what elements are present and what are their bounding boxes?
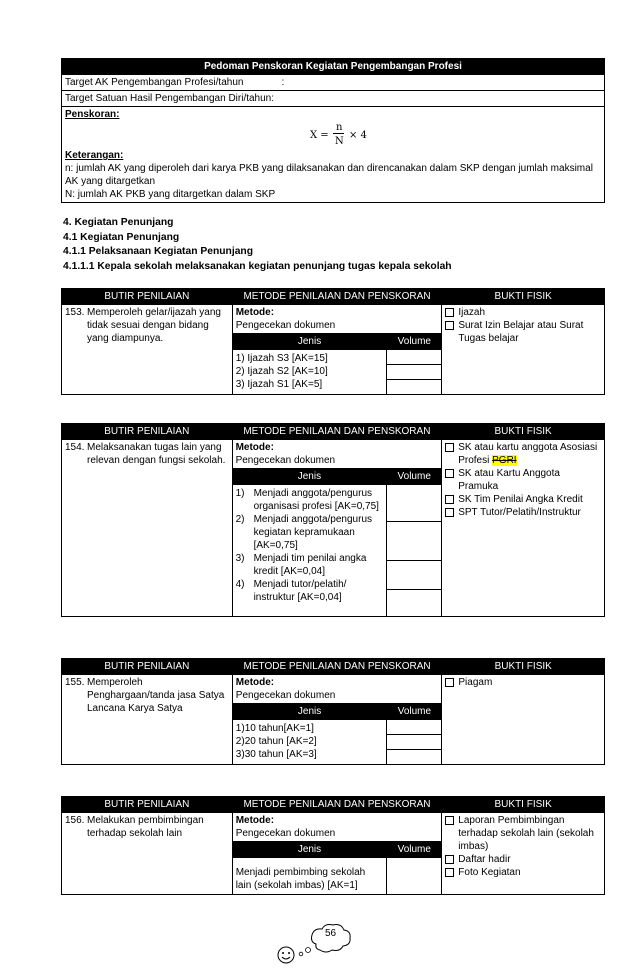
volume-header: Volume — [387, 842, 442, 858]
page-number: 56 — [325, 928, 337, 939]
header-butir: BUTIR PENILAIAN — [62, 289, 233, 305]
jenis-header: Jenis — [233, 842, 387, 858]
metode-value: Pengecekan dokumen — [235, 828, 336, 839]
list-item: 1)10 tahun[AK=1] — [235, 723, 314, 734]
butir-text: Melaksanakan tugas lain yang relevan dengan fungsi sekolah. — [87, 442, 226, 466]
pedoman-table — [61, 58, 605, 203]
list-item: 2) Ijazah S2 [AK=10] — [235, 366, 328, 377]
metode-value: Pengecekan dokumen — [235, 455, 336, 466]
pgri-highlight: PGRI — [492, 455, 517, 466]
heading-4-1-1: 4.1.1 Pelaksanaan Kegiatan Penunjang — [63, 246, 253, 257]
checkbox-item: Surat Izin Belajar atau Surat Tugas belajar — [445, 319, 601, 345]
jenis-header: Jenis — [233, 469, 387, 485]
jenis-list — [233, 350, 387, 395]
keterangan-label: Keterangan: — [65, 150, 124, 161]
header-butir: BUTIR PENILAIAN — [62, 797, 233, 813]
jenis-list — [233, 858, 387, 895]
checkbox-item: SK Tim Penilai Angka Kredit — [445, 493, 601, 506]
butir-table-155 — [61, 658, 605, 765]
butir-text: Melakukan pembimbingan terhadap sekolah lain — [87, 815, 204, 839]
header-butir: BUTIR PENILAIAN — [62, 659, 233, 675]
checkbox-item: SPT Tutor/Pelatih/Instruktur — [445, 506, 601, 519]
metode-cell — [232, 675, 442, 765]
metode-label: Metode: — [235, 677, 275, 688]
list-item: 3) Menjadi tim penilai angka kredit [AK=0,04] — [235, 553, 367, 577]
butir-cell: 153. Memperoleh gelar/ijazah yang tidak sesuai dengan bidang yang diampunya. — [62, 305, 233, 395]
checkbox-item: Piagam — [445, 676, 601, 689]
page-number-badge — [274, 918, 364, 966]
butir-text: Memperoleh gelar/ijazah yang tidak sesuai dengan bidang yang diampunya. — [87, 307, 221, 344]
jenis-header: Jenis — [233, 334, 387, 350]
metode-cell — [232, 305, 442, 395]
metode-value: Pengecekan dokumen — [235, 690, 336, 701]
bukti-cell — [442, 813, 605, 895]
jenis-header: Jenis — [233, 704, 387, 720]
header-metode: METODE PENILAIAN DAN PENSKORAN — [232, 289, 442, 305]
section-headings — [63, 216, 452, 274]
penskoran-label: Penskoran: — [65, 109, 120, 120]
header-bukti: BUKTI FISIK — [442, 797, 605, 813]
metode-cell — [232, 440, 442, 617]
metode-label: Metode: — [235, 442, 274, 453]
bukti-cell — [442, 440, 605, 617]
keterangan-text-1: n: jumlah AK yang diperoleh dari karya PKB yang dilaksanakan dan direncanakan dalam SKP dengan jumlah maksimal AK yang ditargetkan — [65, 163, 593, 187]
butir-cell: 154. Melaksanakan tugas lain yang relevan dengan fungsi sekolah. — [62, 440, 233, 617]
butir-cell: 155. Memperoleh Penghargaan/tanda jasa Satya Lancana Karya Satya — [62, 675, 233, 765]
list-item: 1) Menjadi anggota/pengurus organisasi profesi [AK=0,75] — [235, 488, 379, 512]
butir-table-156 — [61, 796, 605, 895]
checkbox-item: Foto Kegiatan — [445, 866, 601, 879]
bukti-cell — [442, 305, 605, 395]
volume-header: Volume — [387, 334, 442, 350]
checkbox-item: SK atau Kartu Anggota Pramuka — [445, 467, 601, 493]
header-metode: METODE PENILAIAN DAN PENSKORAN — [232, 797, 442, 813]
list-item: 2)20 tahun [AK=2] — [235, 736, 317, 747]
list-item: 3) Ijazah S1 [AK=5] — [235, 379, 323, 390]
checkbox-item: SK atau kartu anggota Asosiasi Profesi PGRI — [445, 441, 601, 467]
list-item: Menjadi pembimbing sekolah lain (sekolah imbas) [AK=1] — [235, 867, 366, 891]
heading-4: 4. Kegiatan Penunjang — [63, 217, 174, 228]
list-item: 3)30 tahun [AK=3] — [235, 749, 317, 760]
jenis-list — [233, 485, 387, 617]
volume-header: Volume — [387, 469, 442, 485]
heading-4-1-1-1: 4.1.1.1 Kepala sekolah melaksanakan kegiatan penunjang tugas kepala sekolah — [63, 260, 452, 272]
bukti-cell — [442, 675, 605, 765]
checkbox-item: Daftar hadir — [445, 853, 601, 866]
keterangan-text-2: N: jumlah AK PKB yang ditargetkan dalam SKP — [65, 189, 276, 200]
thought-cloud-icon — [274, 918, 364, 966]
volume-cells — [387, 720, 442, 765]
butir-text: Memperoleh Penghargaan/tanda jasa Satya Lancana Karya Satya — [87, 677, 225, 714]
volume-cells — [387, 858, 442, 895]
volume-header: Volume — [387, 704, 442, 720]
metode-cell — [232, 813, 442, 895]
header-bukti: BUKTI FISIK — [442, 424, 605, 440]
header-metode: METODE PENILAIAN DAN PENSKORAN — [232, 659, 442, 675]
butir-table-154 — [61, 423, 605, 617]
list-item: 2) Menjadi anggota/pengurus kegiatan kepramukaan [AK=0,75] — [235, 514, 373, 551]
metode-value: Pengecekan dokumen — [235, 320, 336, 331]
butir-cell: 156. Melakukan pembimbingan terhadap sekolah lain — [62, 813, 233, 895]
target-satuan-row: Target Satuan Hasil Pengembangan Diri/tahun: — [62, 91, 605, 107]
pedoman-title: Pedoman Penskoran Kegiatan Pengembangan Profesi — [62, 59, 605, 75]
checkbox-item: Ijazah — [445, 306, 601, 319]
checkbox-item: Laporan Pembimbingan terhadap sekolah lain (sekolah imbas) — [445, 814, 601, 853]
volume-cells — [387, 485, 442, 617]
header-bukti: BUKTI FISIK — [442, 659, 605, 675]
target-ak-row: Target AK Pengembangan Profesi/tahun : — [62, 75, 605, 91]
jenis-list — [233, 720, 387, 765]
penskoran-cell — [62, 107, 605, 203]
heading-4-1: 4.1 Kegiatan Penunjang — [63, 231, 180, 243]
list-item: 1) Ijazah S3 [AK=15] — [235, 353, 328, 364]
volume-cells — [387, 350, 442, 395]
header-butir: BUTIR PENILAIAN — [62, 424, 233, 440]
list-item: 4) Menjadi tutor/pelatih/ instruktur [AK=0,04] — [235, 579, 347, 603]
header-bukti: BUKTI FISIK — [442, 289, 605, 305]
butir-table-153 — [61, 288, 605, 395]
formula: X = n N × 4 — [310, 122, 367, 147]
header-metode: METODE PENILAIAN DAN PENSKORAN — [232, 424, 442, 440]
metode-label: Metode: — [235, 307, 275, 318]
metode-label: Metode: — [235, 815, 275, 826]
